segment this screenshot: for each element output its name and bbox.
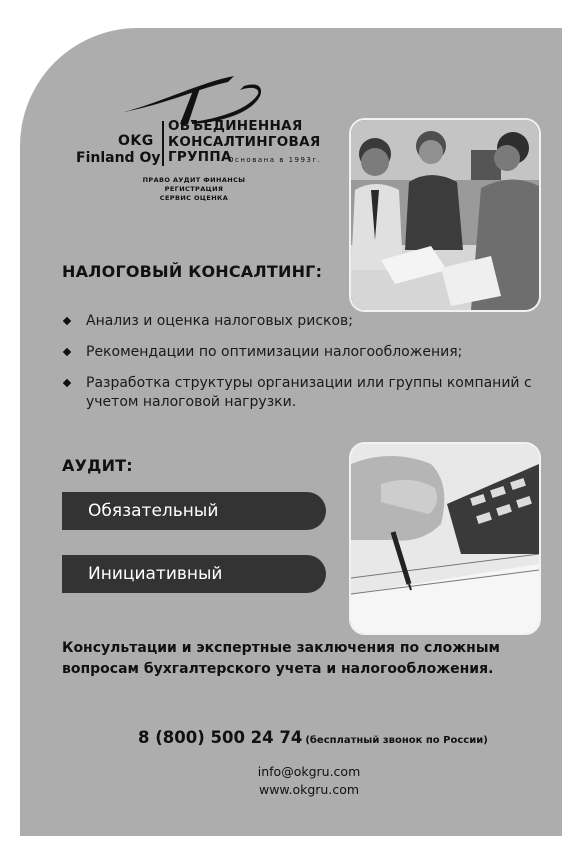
logo-services <box>128 176 260 203</box>
list-item: Рекомендации по оптимизации налогообложения; <box>60 343 550 362</box>
audit-mandatory-pill: Обязательный <box>62 492 326 530</box>
logo-services-line1: ПРАВО АУДИТ ФИНАНСЫ РЕГИСТРАЦИЯ <box>142 176 246 193</box>
audit-heading: АУДИТ: <box>62 456 133 475</box>
phone-line <box>138 728 488 747</box>
website-link[interactable]: www.okgru.com <box>258 782 360 797</box>
bullet-icon <box>63 348 71 356</box>
meeting-photo <box>349 118 541 312</box>
calculator-photo <box>349 442 541 635</box>
logo-services-line2: СЕРВИС ОЦЕНКА <box>159 194 229 202</box>
logo-name-line3: ГРУППА <box>168 149 232 165</box>
logo-divider <box>162 121 164 166</box>
list-item: Анализ и оценка налоговых рисков; <box>60 312 550 331</box>
bullet-icon <box>63 379 71 387</box>
email-link[interactable]: info@okgru.com <box>257 764 361 779</box>
phone-number[interactable]: 8 (800) 500 24 74 <box>138 728 303 747</box>
tax-consulting-heading: НАЛОГОВЫЙ КОНСАЛТИНГ: <box>62 262 323 281</box>
logo-company-suffix: Finland Oy <box>76 150 161 166</box>
logo-name-line1: ОБЪЕДИНЕННАЯ <box>168 118 303 134</box>
logo-name-line2: КОНСАЛТИНГОВАЯ <box>168 133 321 150</box>
tax-services-list <box>60 312 550 424</box>
consulting-description: Консультации и экспертные заключения по сложным вопросам бухгалтерского учета и налогообложения. <box>62 640 500 677</box>
list-item: Разработка структуры организации или группы компаний с учетом налоговой нагрузки. <box>60 374 550 412</box>
logo-founded: Основана в 1993г. <box>228 156 322 164</box>
logo-abbr: OKG <box>118 133 154 149</box>
phone-note: (бесплатный звонок по России) <box>305 735 488 746</box>
bullet-icon <box>63 317 71 325</box>
audit-initiative-pill: Инициативный <box>62 555 326 593</box>
